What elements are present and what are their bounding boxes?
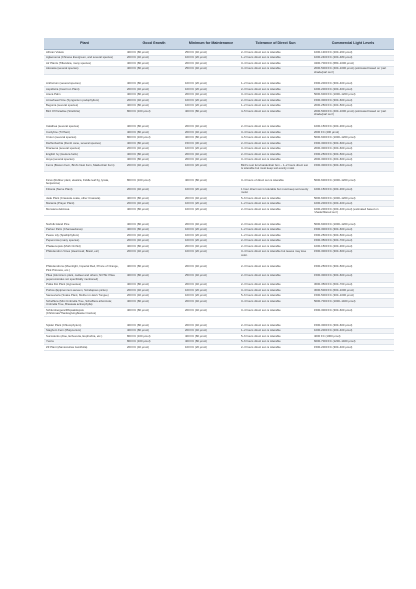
direct-sun-tolerance-cell: 2–3 hours direct sun is tolerable [239, 206, 312, 215]
commercial-light-cell: 1000-2000 FC (200–400 µmol) (estimated based on 'shade/filtered sun') [312, 206, 394, 215]
commercial-light-cell: 1500-3000 FC (300–600 µmol) [312, 249, 394, 258]
group-spacer [44, 215, 394, 222]
good-growth-cell: 400 FC (80 µmol) [125, 282, 183, 288]
commercial-light-cell: 1500-3000 FC (300–600 µmol) [312, 307, 394, 316]
good-growth-cell: 200 FC (40 µmol) [125, 98, 183, 104]
plant-name-cell: Sansevieria (Snake Plant, Mother-in-law's Tongue) [44, 293, 125, 299]
direct-sun-tolerance-cell: 2–3 hours direct sun is tolerable [239, 50, 312, 56]
commercial-light-cell: 2000 FC (400 µmol) [312, 129, 394, 135]
plant-name-cell: Bird Of Paradise (Strelitzia) [44, 109, 125, 118]
commercial-light-cell: 1500-3000 FC (300–600 µmol) [312, 163, 394, 172]
table-row [44, 249, 394, 258]
table-row [44, 299, 394, 308]
good-growth-cell: 400 FC (80 µmol) [125, 50, 183, 56]
direct-sun-tolerance-cell: 2–3 hours direct sun is tolerable [239, 222, 312, 227]
direct-sun-tolerance-cell: 2–3 hours direct sun is tolerable [239, 244, 312, 250]
minimum-maintenance-cell: 200 FC (40 µmol) [183, 265, 239, 273]
plant-name-cell: Polka Dot Plant (Hypoestes) [44, 282, 125, 288]
minimum-maintenance-cell: 200 FC (40 µmol) [183, 328, 239, 334]
good-growth-cell: 400 FC (80 µmol) [125, 103, 183, 109]
plant-name-cell: Maranta (Prayer Plant) [44, 201, 125, 207]
table-row [44, 187, 394, 196]
direct-sun-tolerance-cell: 2–3 hours direct sun is tolerable [239, 140, 312, 146]
good-growth-cell: 200 FC (40 µmol) [125, 87, 183, 93]
commercial-light-cell: 1500-3000 FC (300–600 µmol) [312, 273, 394, 282]
commercial-light-cell: 4000 FC (1000 µmol) [312, 334, 394, 340]
group-spacer [44, 171, 394, 178]
plant-name-cell: Croton (several species) [44, 135, 125, 141]
direct-sun-tolerance-cell: 5–6 hours direct sun is tolerable [239, 334, 312, 340]
direct-sun-tolerance-cell: 2–3 hours direct sun is tolerable [239, 273, 312, 282]
commercial-light-cell: 2000-3000 FC (400–600 µmol) [312, 146, 394, 152]
commercial-light-cell: 1500-2500 FC (300–500 µmol) [312, 152, 394, 158]
good-growth-cell: 400 FC (80 µmol) [125, 227, 183, 233]
commercial-light-cell: 1000-2000 FC (200–400 µmol) [312, 328, 394, 334]
plant-name-cell: Ferns (Boston Fern, Bird's Nest Fern, Maidenhair Fern) [44, 163, 125, 172]
direct-sun-tolerance-cell: 3–4 hours direct sun is tolerable [239, 129, 312, 135]
group-spacer [44, 75, 394, 82]
good-growth-cell: 400 FC (80 µmol) [125, 328, 183, 334]
good-growth-cell: 200 FC (40 µmol) [125, 233, 183, 239]
minimum-maintenance-cell: 200 FC (40 µmol) [183, 124, 239, 129]
plant-name-cell: Aglaonema (Chinese Evergreen, and several species) [44, 55, 125, 61]
commercial-light-cell: 2000-5000 FC (400–1000 µmol) (estimated based on 'part shade/part sun') [312, 109, 394, 118]
plant-name-cell: Aspidistra (Cast Iron Plant) [44, 87, 125, 93]
commercial-light-cell: 5000-7000 FC (1000–1400 µmol) [312, 299, 394, 308]
good-growth-cell: 200 FC (40 µmol) [125, 55, 183, 61]
commercial-light-cell: 1500-3000 FC (300–600 µmol) [312, 140, 394, 146]
minimum-maintenance-cell: 100 FC (20 µmol) [183, 249, 239, 258]
direct-sun-tolerance-cell: 4–5 hours direct sun is tolerable [239, 109, 312, 118]
group-spacer-row [44, 258, 394, 265]
good-growth-cell: 200 FC (40 µmol) [125, 201, 183, 207]
table-body [44, 50, 394, 351]
minimum-maintenance-cell: 100 FC (20 µmol) [183, 82, 239, 87]
plant-name-cell: Ficus (Rubber plant, elastica, Fiddle leaf fig, lyrata, benjamina) [44, 178, 125, 186]
good-growth-cell: 400 FC (80 µmol) [125, 206, 183, 215]
direct-sun-tolerance-cell: 5–6 hours direct sun is tolerable [239, 293, 312, 299]
header-tolerance-direct-sun: Tolerance of Direct Sun [239, 38, 312, 50]
direct-sun-tolerance-cell: 2–3 hours direct sun is tolerable [239, 282, 312, 288]
minimum-maintenance-cell: 100 FC (20 µmol) [183, 288, 239, 294]
plant-name-cell: Peperomia (many species) [44, 238, 125, 244]
commercial-light-cell: 1500-3000 FC (300–600 µmol) [312, 98, 394, 104]
table-row [44, 163, 394, 172]
header-good-growth: Good Growth [125, 38, 183, 50]
minimum-maintenance-cell: 200 FC (40 µmol) [183, 307, 239, 316]
direct-sun-tolerance-cell: 3–4 hours of direct sun is tolerable [239, 178, 312, 186]
good-growth-cell: 400 FC (80 µmol) [125, 244, 183, 250]
good-growth-cell: 200 FC (40 µmol) [125, 293, 183, 299]
plant-name-cell: Schlumbergera/Rhipsalidopsis (Christmas/Thanksgiving/Easter Cactus) [44, 307, 125, 316]
minimum-maintenance-cell: 200 FC (40 µmol) [183, 61, 239, 67]
minimum-maintenance-cell: 200 FC (40 µmol) [183, 157, 239, 163]
table-row [44, 273, 394, 282]
commercial-light-cell: 5000-6000 FC (1000–1200 µmol) [312, 195, 394, 201]
direct-sun-tolerance-cell: 1–2 hours direct sun is tolerable [239, 233, 312, 239]
plant-name-cell: Succulents (Aloe, Echeveria, Euphorbia, etc.) [44, 334, 125, 340]
good-growth-cell: 800 FC (160 µmol) [125, 109, 183, 118]
minimum-maintenance-cell: 200 FC (40 µmol) [183, 195, 239, 201]
minimum-maintenance-cell: 400 FC (80 µmol) [183, 339, 239, 345]
minimum-maintenance-cell: 200 FC (40 µmol) [183, 282, 239, 288]
commercial-light-cell: 5000-6000 FC (1000–1200 µmol) [312, 178, 394, 186]
direct-sun-tolerance-cell: 4–5 hours direct sun is tolerable [239, 135, 312, 141]
group-spacer [44, 258, 394, 265]
commercial-light-cell: 1000-2000 FC (200–400 µmol) [312, 87, 394, 93]
plant-name-cell: Spider Plant (Chlorophytum) [44, 323, 125, 328]
plant-name-cell: Calathea (several species) [44, 124, 125, 129]
header-commercial-light-levels: Commercial Light Levels [312, 38, 394, 50]
plant-name-cell: Anthurium (several species) [44, 82, 125, 87]
plant-name-cell: Jade Plant (Crassula ovata, other Crassula) [44, 195, 125, 201]
direct-sun-tolerance-cell: 3–4 hours direct sun is tolerable [239, 92, 312, 98]
good-growth-cell: 400 FC (80 µmol) [125, 157, 183, 163]
commercial-light-cell: 5000-6000 FC (1000–1200 µmol) [312, 92, 394, 98]
good-growth-cell: 200 FC (40 µmol) [125, 345, 183, 351]
good-growth-cell: 200 FC (40 µmol) [125, 238, 183, 244]
commercial-light-cell: 1000-2000 FC (200–400 µmol) [312, 201, 394, 207]
good-growth-cell: 400 FC (80 µmol) [125, 299, 183, 308]
direct-sun-tolerance-cell: 3–4 hours direct sun is tolerable [239, 157, 312, 163]
minimum-maintenance-cell: 100 FC (20 µmol) [183, 146, 239, 152]
good-growth-cell: 400 FC (80 µmol) [125, 152, 183, 158]
minimum-maintenance-cell: 400 FC (80 µmol) [183, 135, 239, 141]
good-growth-cell: 400 FC (80 µmol) [125, 61, 183, 67]
minimum-maintenance-cell: 200 FC (40 µmol) [183, 92, 239, 98]
commercial-light-cell: 6000-7000 FC (1200–1400 µmol) [312, 339, 394, 345]
minimum-maintenance-cell: 250 FC (40 µmol) [183, 273, 239, 282]
good-growth-cell: 400 FC (80 µmol) [125, 307, 183, 316]
commercial-light-cell: 1500-5000 FC (300–1000 µmol) [312, 293, 394, 299]
minimum-maintenance-cell: 100 FC (20 µmol) [183, 238, 239, 244]
direct-sun-tolerance-cell: 3–4 hours direct sun is tolerable [239, 61, 312, 67]
minimum-maintenance-cell: 200 FC (40 µmol) [183, 244, 239, 250]
direct-sun-tolerance-cell: 1–2 hours direct sun is tolerable [239, 55, 312, 61]
group-spacer-row [44, 316, 394, 323]
plant-name-cell: Air Plants (Tillandsia, many species) [44, 61, 125, 67]
good-growth-cell: 400 FC (80 µmol) [125, 222, 183, 227]
plant-name-cell: Pilea (Aluminum plant, cadieei and others; NOTE: Pilea peperomioides not specifically mentioned) [44, 273, 125, 282]
plant-name-cell: Hoya (several species) [44, 157, 125, 163]
table-row [44, 345, 394, 351]
table-row [44, 178, 394, 186]
group-spacer-row [44, 215, 394, 222]
plant-light-table-sheet [44, 38, 394, 351]
commercial-light-cell: 1500-2500 FC (300–500 µmol) [312, 233, 394, 239]
good-growth-cell: 400 FC (80 µmol) [125, 66, 183, 75]
minimum-maintenance-cell: 100 FC (20 µmol) [183, 55, 239, 61]
direct-sun-tolerance-cell: 2–3 hours direct sun is tolerable [239, 98, 312, 104]
direct-sun-tolerance-cell: Bird's nest fern/maidenhair fern – 1–2 hours direct sun is tolerable but must keep soil evenly moist [239, 163, 312, 172]
minimum-maintenance-cell: 150 FC (30 µmol) [183, 140, 239, 146]
group-spacer-row [44, 171, 394, 178]
direct-sun-tolerance-cell: 2–3 hours direct sun is tolerable [239, 87, 312, 93]
direct-sun-tolerance-cell: 1–2 hours direct sun is tolerable [239, 328, 312, 334]
direct-sun-tolerance-cell: 3–4 hours direct sun is tolerable [239, 66, 312, 75]
good-growth-cell: 400 FC (80 µmol) [125, 265, 183, 273]
group-spacer-row [44, 118, 394, 125]
commercial-light-cell: 3000-3500 FC (600–700 µmol) [312, 282, 394, 288]
good-growth-cell: 400 FC (80 µmol) [125, 82, 183, 87]
minimum-maintenance-cell: 100 FC (20 µmol) [183, 206, 239, 215]
plant-name-cell: Philodendron Vines (Heart-leaf, Brasil, etc) [44, 249, 125, 258]
plant-name-cell: Alocasia (several species) [44, 66, 125, 75]
commercial-light-cell: 1000-2400 FC (200–480 µmol) [312, 55, 394, 61]
direct-sun-tolerance-cell: 2–3 hours direct sun is tolerable [239, 345, 312, 351]
plant-name-cell: Philodendrons (Moonlight, Imperial Red, Prince of Orange, Pink Princess, etc.) [44, 265, 125, 273]
good-growth-cell: 400 FC (80 µmol) [125, 140, 183, 146]
plant-name-cell: Staghorn Fern (Platycerium) [44, 328, 125, 334]
group-spacer-row [44, 75, 394, 82]
plant-name-cell: Cordyline (Ti Plant) [44, 129, 125, 135]
commercial-light-cell: 2000-5000 FC (400–1000 µmol) (estimated based on 'part shade/part sun') [312, 66, 394, 75]
commercial-light-cell: 1500-3000 FC (300–600 µmol) [312, 323, 394, 328]
commercial-light-cell: 2000-2500 FC (400–500 µmol) [312, 103, 394, 109]
minimum-maintenance-cell: 100 FC (20 µmol) [183, 87, 239, 93]
plant-name-cell: Monstera deliciosa [44, 206, 125, 215]
minimum-maintenance-cell: 200 FC (40 µmol) [183, 129, 239, 135]
header-plant: Plant [44, 38, 125, 50]
plant-name-cell: Phalaenopsis (Moth Orchid) [44, 244, 125, 250]
direct-sun-tolerance-cell: 1 hour direct sun is tolerable but must keep soil evenly moist [239, 187, 312, 196]
good-growth-cell: 400 FC (80 µmol) [125, 273, 183, 282]
commercial-light-cell: 2000-3000 FC (400–600 µmol) [312, 157, 394, 163]
good-growth-cell: 800 FC (160 µmol) [125, 334, 183, 340]
minimum-maintenance-cell: 100 FC (20 µmol) [183, 293, 239, 299]
plant-name-cell: Begonia (several species) [44, 103, 125, 109]
direct-sun-tolerance-cell: 1–2 hours direct sun is tolerable [239, 82, 312, 87]
commercial-light-cell: 3000-5000 FC (600–1000 µmol) [312, 288, 394, 294]
good-growth-cell: 200 FC (40 µmol) [125, 163, 183, 172]
commercial-light-cell: 1500-3500 FC (300–700 µmol) [312, 238, 394, 244]
minimum-maintenance-cell: 400 FC (80 µmol) [183, 334, 239, 340]
good-growth-cell: 800 FC (160 µmol) [125, 178, 183, 186]
plant-name-cell: English Ivy (Hedera helix) [44, 152, 125, 158]
commercial-light-cell: 1500-3000 FC (300–600 µmol) [312, 227, 394, 233]
commercial-light-cell: 1500-2500 FC (300–500 µmol) [312, 265, 394, 273]
direct-sun-tolerance-cell: 1–2 hours direct sun is tolerable [239, 227, 312, 233]
commercial-light-cell: 1500-2000 FC (300–400 µmol) [312, 345, 394, 351]
plant-name-cell: African Violets [44, 50, 125, 56]
good-growth-cell: 400 FC (80 µmol) [125, 124, 183, 129]
direct-sun-tolerance-cell: 1–2 hours direct sun is tolerable [239, 201, 312, 207]
plant-name-cell: Fittonia (Nerve Plant) [44, 187, 125, 196]
commercial-light-cell: 1000-1500 FC (200–300 µmol) [312, 124, 394, 129]
good-growth-cell: 200 FC (40 µmol) [125, 249, 183, 258]
minimum-maintenance-cell: 100 FC (20 µmol) [183, 103, 239, 109]
table-row [44, 66, 394, 75]
direct-sun-tolerance-cell: 3–4 hours direct sun is tolerable [239, 299, 312, 308]
good-growth-cell: 800 FC (160 µmol) [125, 135, 183, 141]
commercial-light-cell: 1000-1500 FC (200–300 µmol) [312, 187, 394, 196]
group-spacer [44, 118, 394, 125]
group-spacer [44, 316, 394, 323]
minimum-maintenance-cell: 100 FC (20 µmol) [183, 233, 239, 239]
plant-name-cell: Parlour Palm (Chamaedorea) [44, 227, 125, 233]
good-growth-cell: 200 FC (40 µmol) [125, 146, 183, 152]
minimum-maintenance-cell: 100 FC (20 µmol) [183, 187, 239, 196]
good-growth-cell: 800 FC (160 µmol) [125, 339, 183, 345]
direct-sun-tolerance-cell: 3–4 hours direct sun is tolerable [239, 146, 312, 152]
table-row [44, 109, 394, 118]
plant-name-cell: Dieffenbachia (Dumb cane, several species) [44, 140, 125, 146]
minimum-maintenance-cell: 200 FC (40 µmol) [183, 299, 239, 308]
good-growth-cell: 400 FC (80 µmol) [125, 195, 183, 201]
minimum-maintenance-cell: 100 FC (20 µmol) [183, 163, 239, 172]
table-row [44, 307, 394, 316]
minimum-maintenance-cell: 100 FC (20 µmol) [183, 227, 239, 233]
table-header-row [44, 38, 394, 50]
minimum-maintenance-cell: 250 FC (40 µmol) [183, 66, 239, 75]
plant-name-cell: Areca Palm [44, 92, 125, 98]
minimum-maintenance-cell: 200 FC (40 µmol) [183, 222, 239, 227]
commercial-light-cell: 3400-7000 FC (680–1000 µmol) [312, 61, 394, 67]
direct-sun-tolerance-cell: 3–4 hours direct sun is tolerable [239, 307, 312, 316]
table-row [44, 265, 394, 273]
minimum-maintenance-cell: 400 FC (80 µmol) [183, 109, 239, 118]
commercial-light-cell: 5000-6000 FC (1000–1200 µmol) [312, 135, 394, 141]
minimum-maintenance-cell: 250 FC (40 µmol) [183, 50, 239, 56]
commercial-light-cell: 5000-6000 FC (1000–1200 µmol) [312, 222, 394, 227]
direct-sun-tolerance-cell: 5–6 hours direct sun is tolerable [239, 195, 312, 201]
direct-sun-tolerance-cell: 3–4 hours direct sun is tolerable but leaves may lose color. [239, 249, 312, 258]
good-growth-cell: 200 FC (40 µmol) [125, 288, 183, 294]
plant-name-cell: Yucca [44, 339, 125, 345]
good-growth-cell: 400 FC (80 µmol) [125, 129, 183, 135]
plant-name-cell: Arrowhead Vine (Syngonium podophyllum) [44, 98, 125, 104]
plant-name-cell: Dracaena (several species) [44, 146, 125, 152]
minimum-maintenance-cell: 400 FC (80 µmol) [183, 178, 239, 186]
commercial-light-cell: 1000-1500 FC (200–300 µmol) [312, 244, 394, 250]
minimum-maintenance-cell: 100 FC (20 µmol) [183, 98, 239, 104]
minimum-maintenance-cell: 200 FC (40 µmol) [183, 152, 239, 158]
plant-name-cell: Pothos (Epipremnum aureum, Scindapsus pictus) [44, 288, 125, 294]
minimum-maintenance-cell: 100 FC (20 µmol) [183, 201, 239, 207]
direct-sun-tolerance-cell: 3–4 hours direct sun is tolerable [239, 288, 312, 294]
plant-name-cell: Norfolk Island Pine [44, 222, 125, 227]
direct-sun-tolerance-cell: 2–3 hours direct sun is tolerable [239, 152, 312, 158]
table-row [44, 206, 394, 215]
plant-name-cell: ZZ Plant (Zamioculcas zamiifolia) [44, 345, 125, 351]
plant-name-cell: Schefflera (Mini Umbrella Tree, Schefflera arboricola; Umbrella Tree, Brassaia actinophylla) [44, 299, 125, 308]
commercial-light-cell: 1500-2000 FC (300–400 µmol) [312, 82, 394, 87]
direct-sun-tolerance-cell: 2–3 hours direct sun is tolerable [239, 124, 312, 129]
direct-sun-tolerance-cell: 5–6 hours direct sun is tolerable [239, 339, 312, 345]
commercial-light-cell: 1000-1300 FC (200–260 µmol) [312, 50, 394, 56]
good-growth-cell: 200 FC (40 µmol) [125, 187, 183, 196]
direct-sun-tolerance-cell: 2–3 hours direct sun is tolerable [239, 265, 312, 273]
good-growth-cell: 400 FC (80 µmol) [125, 92, 183, 98]
minimum-maintenance-cell: 200 FC (40 µmol) [183, 323, 239, 328]
direct-sun-tolerance-cell: 2–3 hours direct sun is tolerable [239, 323, 312, 328]
plant-light-table [44, 38, 394, 351]
direct-sun-tolerance-cell: 2–3 hours direct sun is tolerable [239, 238, 312, 244]
good-growth-cell: 400 FC (80 µmol) [125, 323, 183, 328]
direct-sun-tolerance-cell: 1–2 hours direct sun is tolerable [239, 103, 312, 109]
minimum-maintenance-cell: 100 FC (20 µmol) [183, 345, 239, 351]
plant-name-cell: Peace Lily (Spathiphyllum) [44, 233, 125, 239]
header-minimum-maintenance: Minimum for Maintenance [183, 38, 239, 50]
